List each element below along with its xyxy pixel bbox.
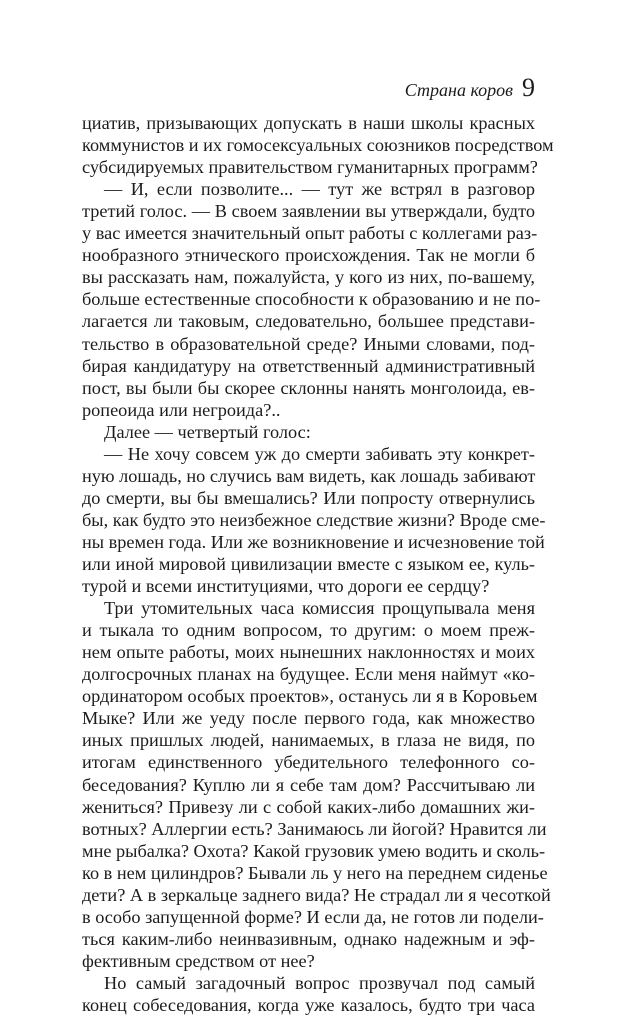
text-line: и тыкала то одним вопросом, то другим: о моем преж-: [82, 620, 535, 641]
text-line: циатив, призывающих допускать в наши школы красных: [82, 113, 535, 133]
text-line: лагается ли таковым, следовательно, большее представи-: [82, 311, 535, 332]
text-line: дети? А в зеркальце заднего вида? Не страдал ли я чесоткой: [82, 884, 551, 905]
text-line: — И, если позволите... — тут же встрял в разговор: [104, 179, 535, 200]
text-line: мне рыбалка? Охота? Какой грузовик умею водить и сколь-: [82, 840, 546, 861]
text-line: фективным средством от нее?: [82, 950, 315, 971]
text-line: ную лошадь, но случись вам видеть, как лошадь забивают: [82, 465, 536, 486]
text-line: конец собеседования, когда уже казалось, будто три часа: [82, 995, 535, 1015]
text-line: ны времен года. Или же возникновение и исчезновение той: [82, 531, 545, 552]
text-line: Три утомительных часа комиссия прощупывала меня: [104, 598, 535, 619]
text-line: в особо запущенной форме? И если да, не готов ли подели-: [82, 906, 544, 927]
text-line: или иной мировой цивилизации вместе с языком ее, куль-: [82, 554, 535, 574]
running-header: [405, 73, 535, 103]
text-line: тельство в образовательной среде? Иными словами, под-: [82, 333, 535, 354]
text-line: Но самый загадочный вопрос прозвучал под самый: [104, 972, 535, 993]
text-line: субсидируемых правительством гуманитарных программ?: [82, 157, 538, 178]
text-line: пост, вы были бы скорее склонны нанять монголоида, ев-: [82, 377, 535, 398]
text-line: нем опыте работы, моих нынешних наклонностях и моих: [82, 642, 535, 663]
running-title: Страна коров: [404, 80, 513, 100]
text-line: долгосрочных планах на будущее. Если меня наймут «ко-: [82, 664, 535, 685]
text-line: беседования? Куплю ли я себе там дом? Рассчитываю ли: [82, 774, 535, 795]
text-line: итогам единственного убедительного телефонного со-: [82, 752, 535, 773]
text-line: Мыке? Или же уеду после первого года, как множество: [82, 708, 535, 729]
text-line: ться каким-либо неинвазивным, однако надежным и эф-: [82, 928, 535, 949]
text-line: турой и всеми институциями, что дороги ее сердцу?: [82, 576, 490, 597]
text-line: больше естественные способности к образованию и не по-: [82, 289, 541, 310]
text-line: нообразного этнического происхождения. Так не могли б: [82, 245, 535, 266]
text-line: до смерти, вы бы вмешались? Или попросту отвернулись: [82, 487, 535, 508]
text-line: у вас имеется значительный опыт работы с коллегами раз-: [82, 223, 538, 244]
text-line: ропеоида или негроида?..: [82, 399, 281, 420]
text-line: коммунистов и их гомосексуальных союзников посредством: [82, 135, 554, 156]
text-line: бирая кандидатуру на ответственный административный: [82, 355, 535, 376]
text-line: ко в нем цилиндров? Бывали ль у него на переднем сиденье: [82, 862, 548, 883]
text-line: — Не хочу совсем уж до смерти забивать эту конкрет-: [104, 443, 535, 464]
text-line: третий голос. — В своем заявлении вы утверждали, будто: [82, 201, 535, 222]
page-number: 9: [522, 73, 535, 102]
text-line: вы рассказать нам, пожалуйста, у кого из них, по-вашему,: [82, 267, 535, 288]
text-line: вотных? Аллергии есть? Занимаюсь ли йогой? Нравится ли: [82, 818, 547, 839]
text-line: иных пришлых людей, нанимаемых, в глаза не видя, по: [82, 730, 535, 751]
text-line: жениться? Привезу ли с собой каких-либо домашних жи-: [82, 796, 535, 817]
text-line: Далее — четвертый голос:: [104, 421, 311, 442]
text-line: ординатором особых проектов», останусь ли я в Коровьем: [82, 686, 538, 707]
text-line: бы, как будто это неизбежное следствие жизни? Вроде сме-: [82, 509, 546, 530]
